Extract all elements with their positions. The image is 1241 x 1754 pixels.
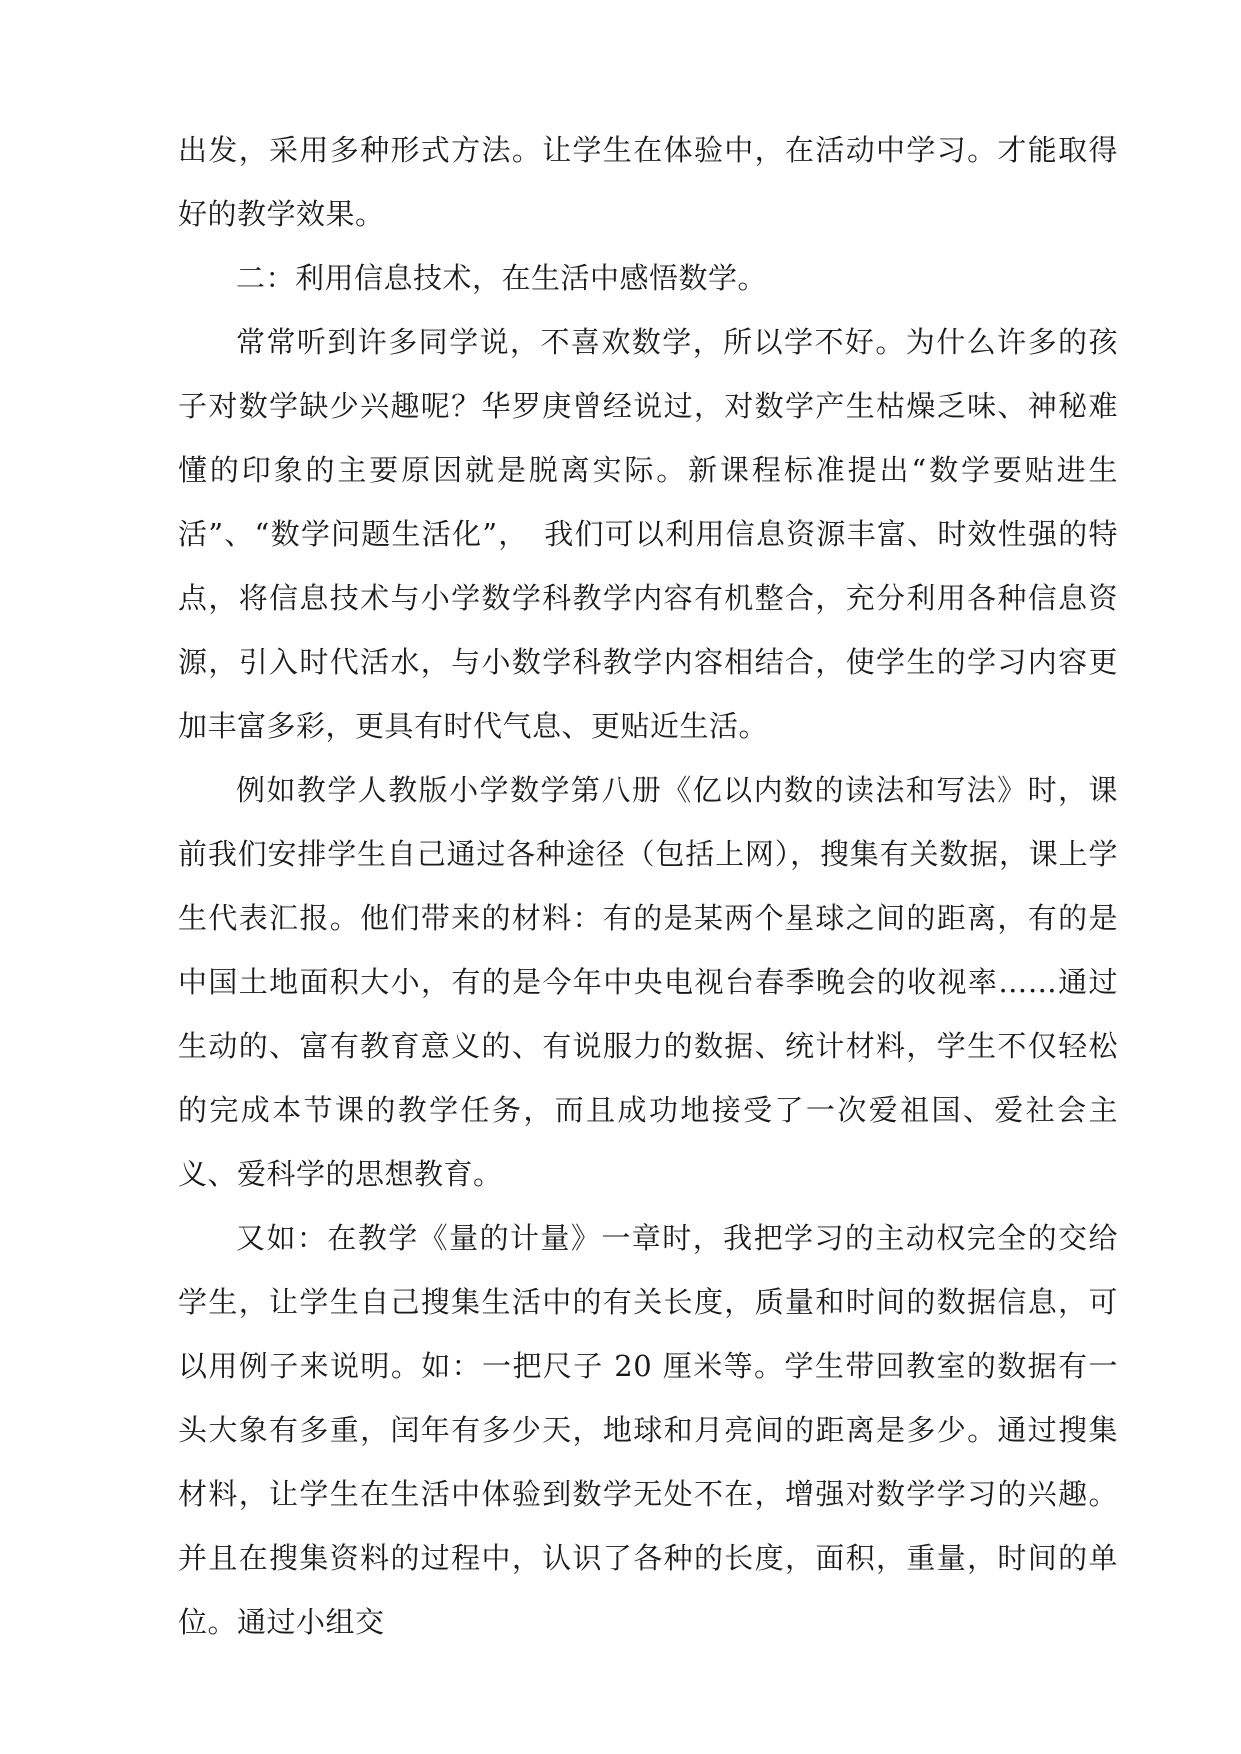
document-body [178, 118, 1118, 1654]
paragraph: 例如教学人教版小学数学第八册《亿以内数的读法和写法》时，课前我们安排学生自己通过各种途径（包括上网），搜集有关数据，课上学生代表汇报。他们带来的材料：有的是某两个星球之间的距离，有的是中国土地面积大小，有的是今年中央电视台春季晚会的收视率……通过生动的、富有教育意义的、有说服力的数据、统计材料，学生不仅轻松的完成本节课的教学任务，而且成功地接受了一次爱祖国、爱社会主义、爱科学的思想教育。 [178, 773, 1118, 1191]
paragraph-continuation: 出发，采用多种形式方法。让学生在体验中，在活动中学习。才能取得好的教学效果。 [178, 133, 1118, 231]
section-heading: 二：利用信息技术，在生活中感悟数学。 [236, 261, 768, 295]
paragraph: 常常听到许多同学说，不喜欢数学，所以学不好。为什么许多的孩子对数学缺少兴趣呢？华罗庚曾经说过，对数学产生枯燥乏味、神秘难懂的印象的主要原因就是脱离实际。新课程标准提出“数学要贴进生活”、“数学问题生活化”， 我们可以利用信息资源丰富、时效性强的特点，将信息技术与小学数学科教学内容有机整合，充分利用各种信息资源，引入时代活水，与小数学科教学内容相结合，使学生的学习内容更加丰富多彩，更具有时代气息、更贴近生活。 [178, 325, 1118, 743]
paragraph: 又如：在教学《量的计量》一章时，我把学习的主动权完全的交给学生，让学生自己搜集生活中的有关长度，质量和时间的数据信息，可以用例子来说明。如：一把尺子 20 厘米等。学生带回教室的数据有一头大象有多重，闰年有多少天，地球和月亮间的距离是多少。通过搜集材料，让学生在生活中体验到数学无处不在，增强对数学学习的兴趣。并且在搜集资料的过程中，认识了各种的长度，面积，重量，时间的单位。通过小组交 [178, 1221, 1118, 1639]
